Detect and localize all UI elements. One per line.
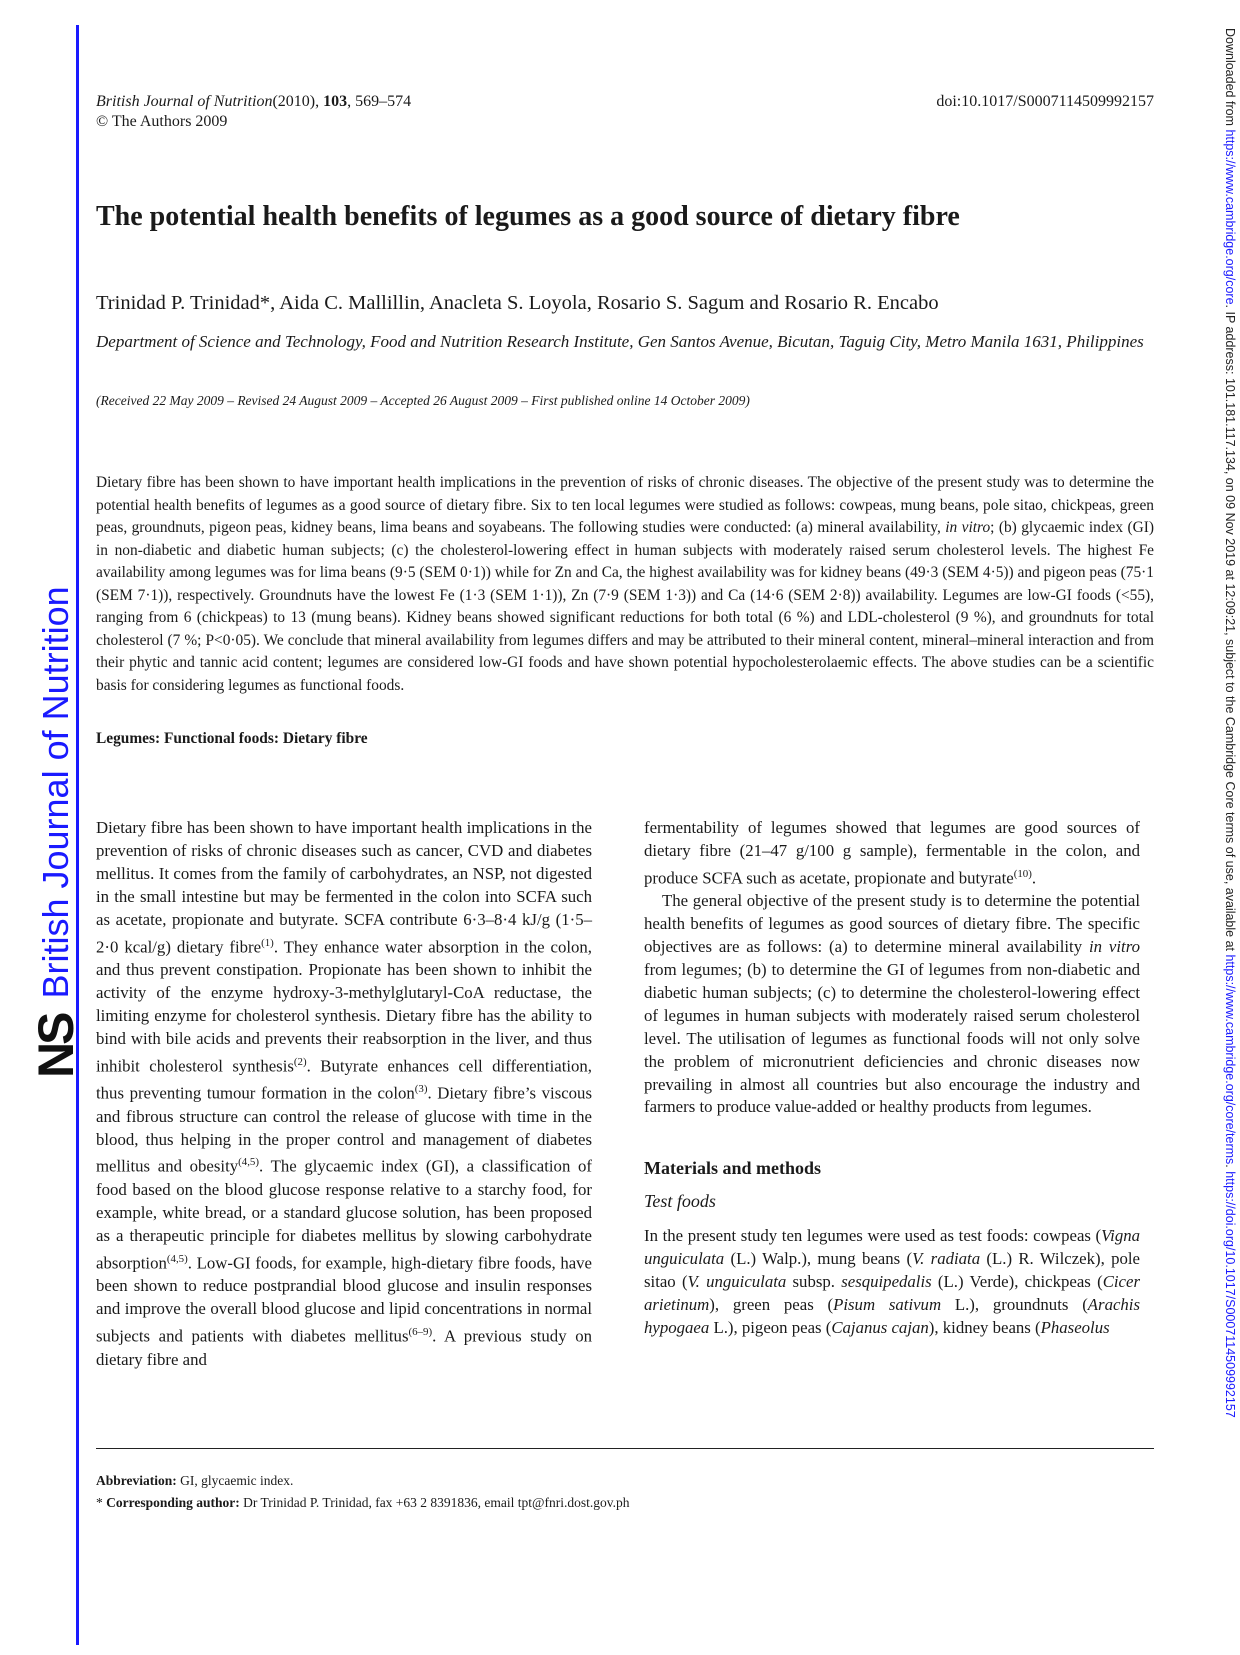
footnote-rule xyxy=(96,1448,1154,1449)
abbreviation-note: Abbreviation: GI, glycaemic index. xyxy=(96,1473,294,1488)
download-note: Downloaded from https://www.cambridge.org/core. IP address: 101.181.117.134, on 09 Nov 2019 at 12:09:21, subject to the Cambridge Core terms of use, available at https://www.cambridge.org/core/terms. https://doi.org/10.1017/S0007114509992157 xyxy=(1223,28,1237,1418)
citation-ref: (3) xyxy=(414,1083,428,1096)
test-foods-paragraph: In the present study ten legumes were used as test foods: cowpeas (Vigna unguiculata (L.) Walp.), mung beans (V. radiata (L.) R. Wilczek), pole sitao (V. unguiculata subsp. sesquipedalis (L.) Verde), chickpeas (Cicer arietinum), green peas (Pisum sativum L.), groundnuts (Arachis hypogaea L.), pigeon peas (Cajanus cajan), kidney beans (Phaseolus xyxy=(644,1226,1140,1337)
subsection-heading: Test foods xyxy=(644,1191,716,1212)
keywords: Legumes: Functional foods: Dietary fibre xyxy=(96,730,368,747)
intro-paragraph: Dietary fibre has been shown to have important health implications in the prevention of risks of chronic diseases such as cancer, CVD and diabetes mellitus. It comes from the family of carbohydrates, an NSP, not digested in the small intestine but may be fermented in the colon into SCFA such as acetate, propionate and butyrate. SCFA contribute 6·3–8·4 kJ/g (1·5–2·0 kcal/g) dietary fibre$^{(1)}$. They enhance water absorption in the colon, and thus prevent constipation. Propionate has been shown to inhibit the activity of the enzyme hydroxy-3-methylglutaryl-CoA reductase, the limiting enzyme for cholesterol synthesis. Dietary fibre has the ability to bind with bile acids and prevents their reabsorption in the liver, and thus inhibit cholesterol synthesis$^{(2)}$. Butyrate enhances cell differentiation, thus preventing tumour formation in the colon$^{(3)}$. Dietary fibre’s viscous and fibrous structure can control the release of glucose with time in the blood, thus helping in the proper control and management of diabetes mellitus and obesity$^{(4,5)}$. The glycaemic index (GI), a classification of food based on the blood glucose response relative to a starchy food, for example, white bread, or a standard glucose solution, has been proposed as a therapeutic principle for diabetes mellitus by slowing carbohydrate absorption$^{(4,5)}$. Low-GI foods, for example, high-dietary fibre foods, have been shown to reduce postprandial blood glucose and insulin responses and improve the overall blood glucose and lipid concentrations in normal subjects and patients with diabetes mellitus$^{(6-9)}$. A previous study on dietary fibre and xyxy=(96,818,592,1369)
affiliation: Department of Science and Technology, Food and Nutrition Research Institute, Gen Santos Avenue, Bicutan, Taguig City, Metro Manila 1631, Philippines xyxy=(96,332,1144,351)
authors: Trinidad P. Trinidad*, Aida C. Mallillin, Anacleta S. Loyola, Rosario S. Sagum and Rosario R. Encabo xyxy=(96,292,939,314)
footnotes xyxy=(96,1470,1154,1514)
copyright: © The Authors 2009 xyxy=(96,113,228,130)
citation-ref: (4,5) xyxy=(238,1156,260,1169)
side-journal-name: British Journal of Nutrition xyxy=(35,586,76,999)
doi-link[interactable]: https://doi.org/10.1017/S0007114509992157 xyxy=(1223,1171,1237,1418)
intro-continued: fermentability of legumes showed that legumes are good sources of dietary fibre (21–47 g/100 g sample), fermentable in the colon, and produce SCFA such as acetate, propionate and butyrate$^{(10)}$. xyxy=(644,818,1140,888)
section-heading: Materials and methods xyxy=(644,1158,821,1179)
citation-ref: (4,5) xyxy=(166,1252,188,1265)
citation-ref: (6–9) xyxy=(408,1326,433,1338)
side-journal-brand xyxy=(28,558,84,1078)
cambridge-core-link[interactable]: https://www.cambridge.org/core xyxy=(1223,129,1237,305)
citation-ref: (10) xyxy=(1013,867,1032,880)
citation: British Journal of Nutrition(2010), 103, 569–574 © The Authors 2009 xyxy=(96,93,412,130)
citation-ref: (1) xyxy=(261,936,274,949)
received-dates: (Received 22 May 2009 – Revised 24 August 2009 – Accepted 26 August 2009 – First published online 14 October 2009) xyxy=(96,393,750,408)
citation-ref: (2) xyxy=(293,1055,307,1068)
doi: doi:10.1017/S0007114509992157 xyxy=(936,93,1154,110)
left-column xyxy=(96,817,592,1371)
objectives-paragraph: The general objective of the present study is to determine the potential health benefits of legumes as good sources of dietary fibre. The specific objectives are as follows: (a) to determine mineral availability in vitro from legumes; (b) to determine the GI of legumes from non-diabetic and diabetic human subjects; (c) to determine the cholesterol-lowering effect of legumes in human subjects with moderately raised serum cholesterol level. The utilisation of legumes as functional foods will not only solve the problem of micronutrient deficiencies and chronic diseases now prevailing in almost all countries but also encourage the industry and farmers to produce value-added or healthy products from legumes. xyxy=(644,891,1140,1117)
abstract: Dietary fibre has been shown to have important health implications in the prevention of risks of chronic diseases. The objective of the present study was to determine the potential health benefits of legumes as a good source of dietary fibre. Six to ten local legumes were studied as follows: cowpeas, mung beans, pole sitao, chickpeas, green peas, groundnuts, pigeon peas, kidney beans, lima beans and soyabeans. The following studies were conducted: (a) mineral availability, in vitro; (b) glycaemic index (GI) in non-diabetic and diabetic human subjects; (c) the cholesterol-lowering effect in human subjects with moderately raised serum cholesterol levels. The highest Fe availability among legumes was for lima beans (9·5 (SEM 0·1)) while for Zn and Ca, the highest availability was for kidney beans (49·3 (SEM 4·5)) and pigeon peas (75·1 (SEM 7·1)), respectively. Groundnuts have the lowest Fe (1·3 (SEM 1·1)), Zn (7·9 (SEM 1·3)) and Ca (14·6 (SEM 2·8)) availability. Legumes are low-GI foods (<55), ranging from 6 (chickpeas) to 13 (mung beans). Kidney beans showed significant reductions for both total (6 %) and LDL-cholesterol (9 %), and groundnuts for total cholesterol (7 %; P<0·05). We conclude that mineral availability from legumes differs and may be attributed to their mineral content, mineral–mineral interaction and from their phytic and tannic acid content; legumes are considered low-GI foods and have shown potential hypocholesterolaemic effects. The above studies can be a scientific basis for considering legumes as functional foods. xyxy=(96,474,1154,694)
ns-logo: NS xyxy=(28,1014,84,1078)
terms-link[interactable]: https://www.cambridge.org/core/terms xyxy=(1223,954,1237,1165)
article-title: The potential health benefits of legumes as a good source of dietary fibre xyxy=(96,201,960,232)
corresponding-author-note: * Corresponding author: Dr Trinidad P. Trinidad, fax +63 2 8391836, email tpt@fnri.dost.gov.ph xyxy=(96,1495,630,1510)
right-column xyxy=(644,817,1140,1340)
